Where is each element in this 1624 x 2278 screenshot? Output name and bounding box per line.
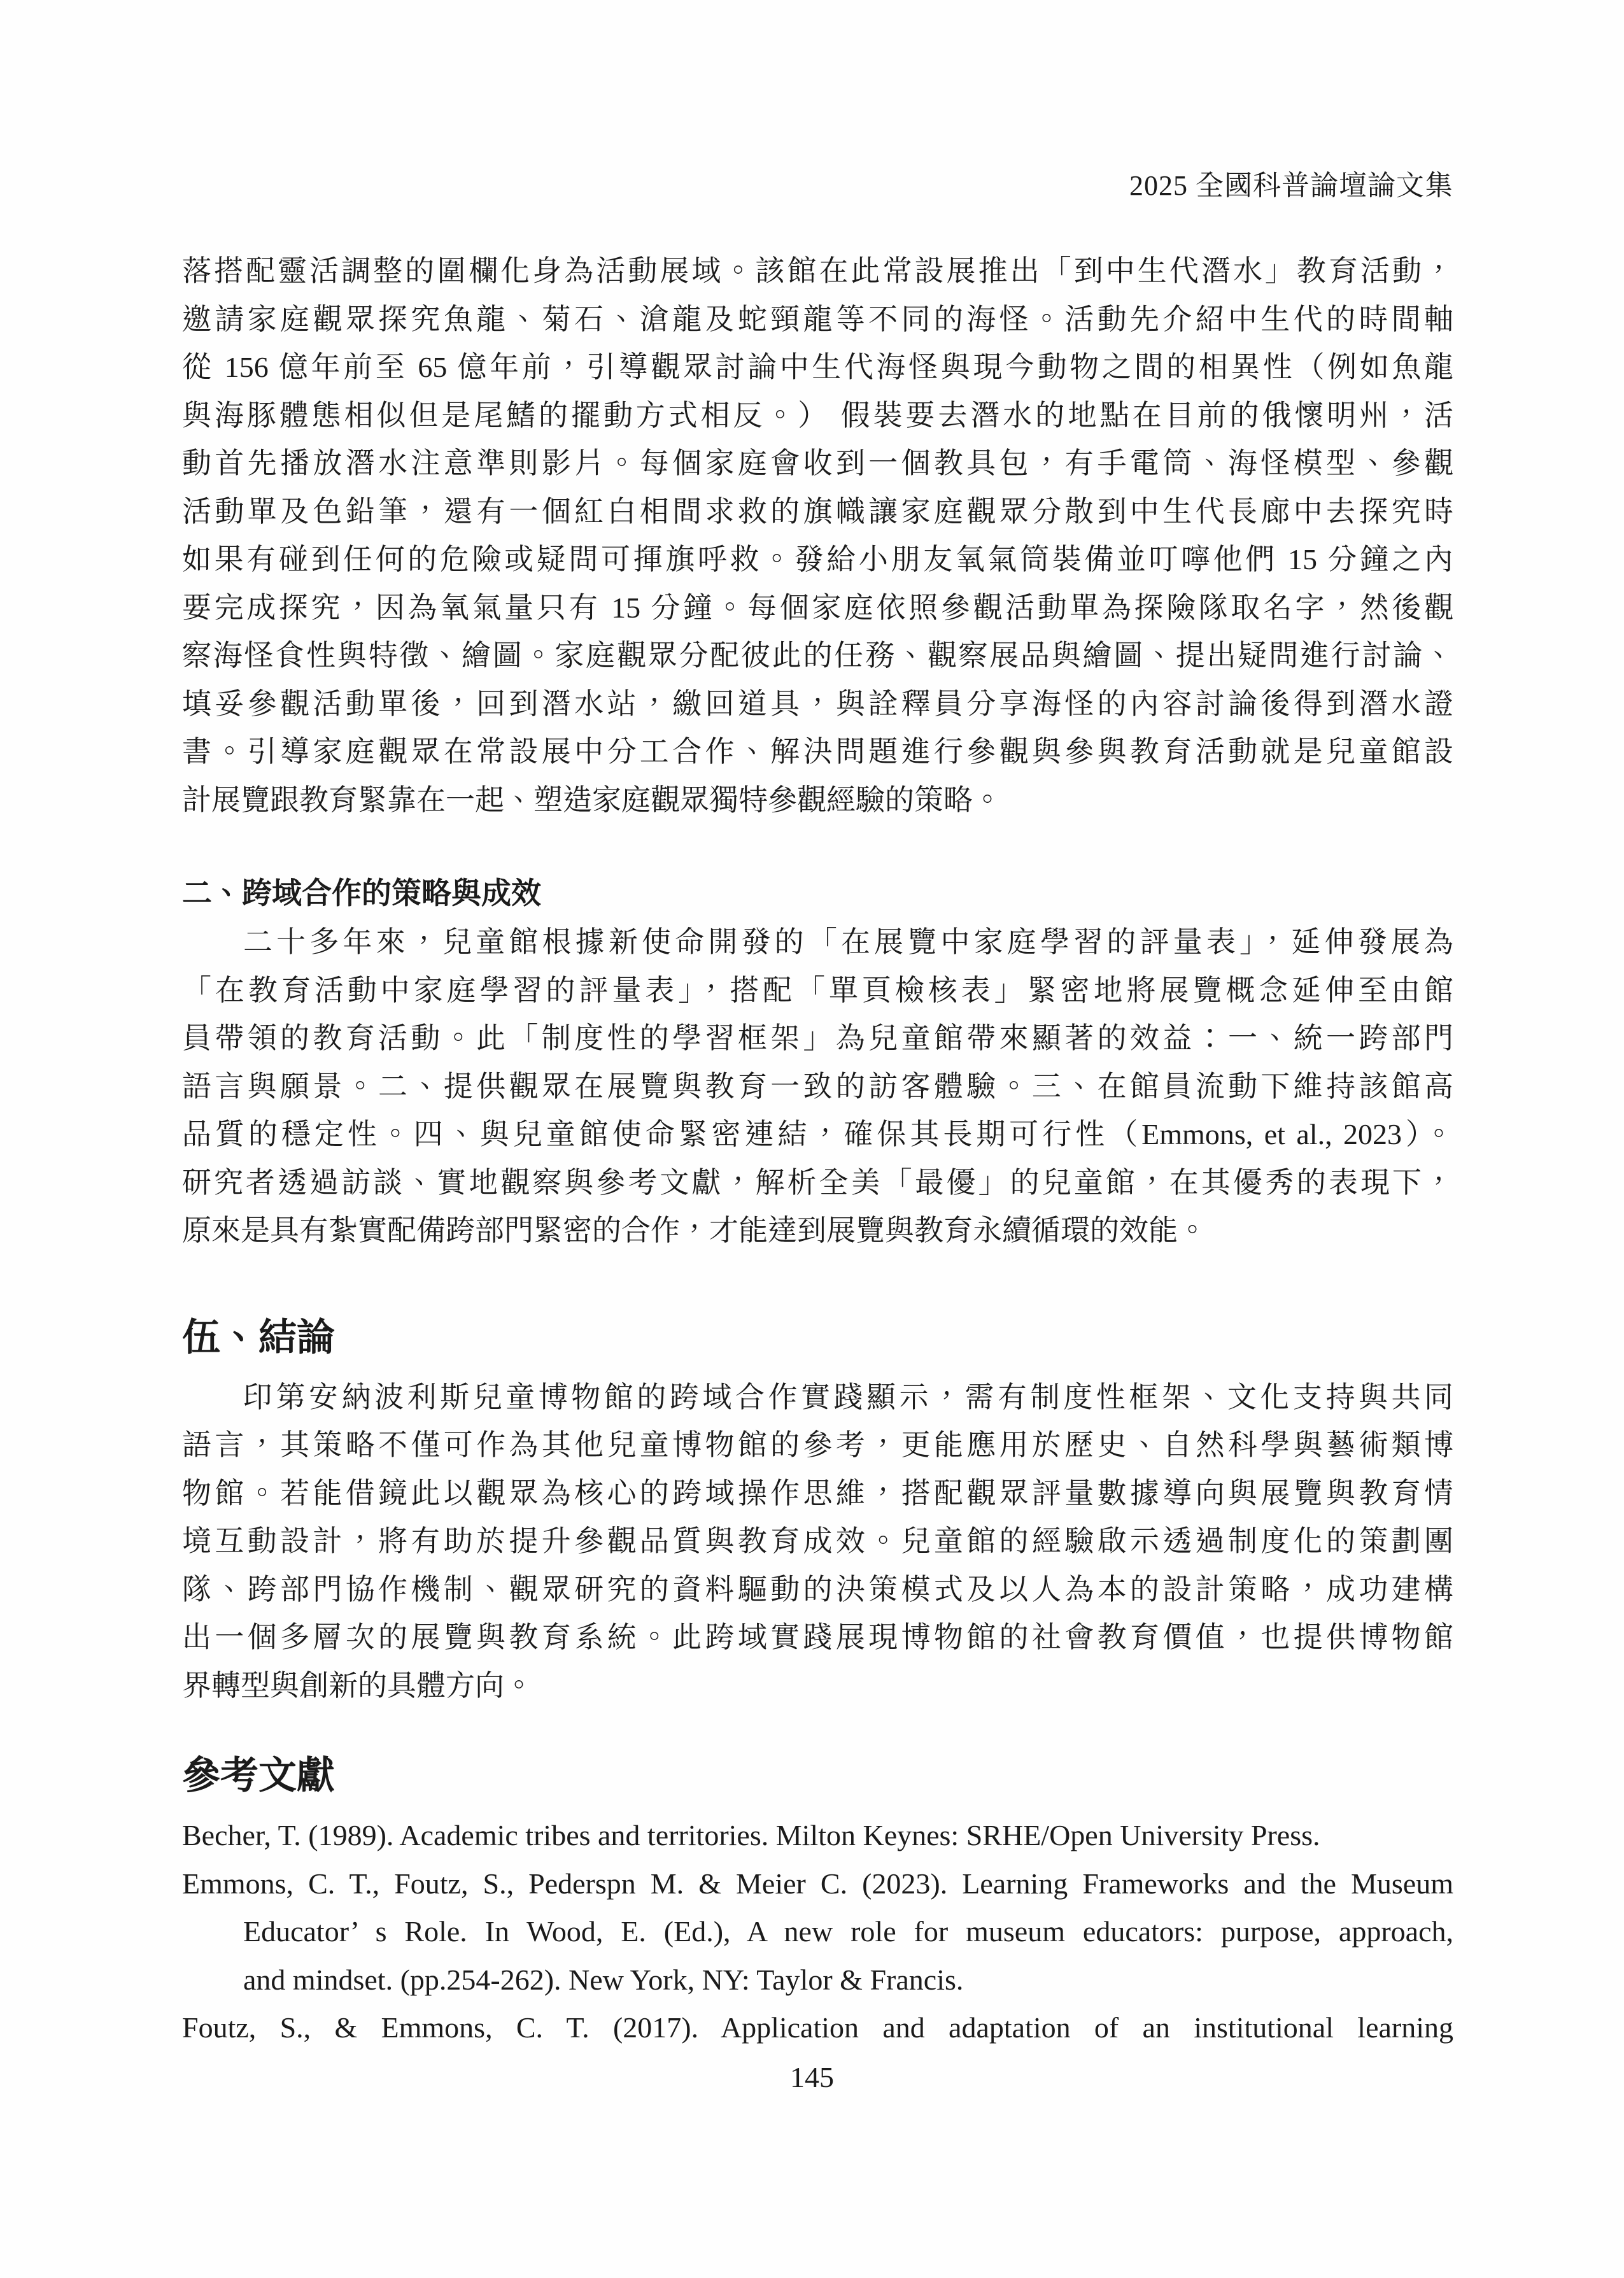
text-line: 界轉型與創新的具體方向。 [182, 1669, 533, 1702]
text-line: 計展覽跟教育緊靠在一起、塑造家庭觀眾獨特參觀經驗的策略。 [182, 783, 1002, 816]
text-line: and mindset. (pp.254-262). New York, NY: Taylor & Francis. [243, 1963, 964, 1996]
text-line: 隊、跨部門協作機制、觀眾研究的資料驅動的決策模式及以人為本的設計策略，成功建構 [182, 1573, 1453, 1606]
section-heading-conclusion: 伍、結論 [182, 1316, 335, 1359]
text-line: 書。引導家庭觀眾在常設展中分工合作、解決問題進行參觀與參與教育活動就是兒童館設 [182, 735, 1453, 768]
paragraph-strategy-effect [182, 918, 1453, 1255]
text-line: 物館。若能借鏡此以觀眾為核心的跨域操作思維，搭配觀眾評量數據導向與展覽與教育情 [182, 1476, 1453, 1510]
text-line: 落搭配靈活調整的圍欄化身為活動展域。該館在此常設展推出「到中生代潛水」教育活動， [182, 255, 1453, 287]
text-line: 語言與願景。二、提供觀眾在展覽與教育一致的訪客體驗。三、在館員流動下維持該館高 [182, 1070, 1453, 1103]
text-line: 研究者透過訪談、實地觀察與參考文獻，解析全美「最優」的兒童館，在其優秀的表現下， [182, 1166, 1453, 1199]
text-line: 邀請家庭觀眾探究魚龍、菊石、滄龍及蛇頸龍等不同的海怪。活動先介紹中生代的時間軸 [182, 302, 1453, 336]
page-number: 145 [790, 2061, 834, 2093]
text-line: 二十多年來，兒童館根據新使命開發的「在展覽中家庭學習的評量表」，延伸發展為 [243, 926, 1453, 958]
text-line: 印第安納波利斯兒童博物館的跨域合作實踐顯示，需有制度性框架、文化支持與共同 [243, 1380, 1453, 1413]
text-line: Foutz, S., & Emmons, C. T. (2017). Application and adaptation of an institutional learning [182, 2011, 1453, 2044]
section-heading-references: 參考文獻 [182, 1755, 335, 1797]
section-heading-strategy: 二、跨域合作的策略與成效 [182, 877, 541, 910]
text-line: 從 156 億年前至 65 億年前，引導觀眾討論中生代海怪與現今動物之間的相異性（例如魚龍 [182, 351, 1453, 383]
page-body [182, 247, 1453, 2052]
reference-entry-becher-1989 [182, 1811, 1453, 1860]
text-line: 品質的穩定性。四、與兒童館使命緊密連結，確保其長期可行性（Emmons, et al., 2023）。 [182, 1118, 1453, 1150]
paragraph-activity-description [182, 247, 1453, 824]
text-line: 「在教育活動中家庭學習的評量表」，搭配「單頁檢核表」緊密地將展覽概念延伸至由館 [182, 973, 1453, 1007]
text-line: 境互動設計，將有助於提升參觀品質與教育成效。兒童館的經驗啟示透過制度化的策劃團 [182, 1525, 1453, 1557]
text-line: 語言，其策略不僅可作為其他兒童博物館的參考，更能應用於歷史、自然科學與藝術類博 [182, 1429, 1453, 1461]
reference-entry-emmons-2023 [182, 1860, 1453, 2004]
text-line: Emmons, C. T., Foutz, S., Pederspn M. & Meier C. (2023). Learning Frameworks and the Museum [182, 1867, 1453, 1900]
reference-entry-foutz-2017 [182, 2004, 1453, 2052]
running-header: 2025 全國科普論壇論文集 [1129, 170, 1453, 201]
text-line: 動首先播放潛水注意準則影片。每個家庭會收到一個教具包，有手電筒、海怪模型、參觀 [182, 447, 1453, 479]
text-line: 填妥參觀活動單後，回到潛水站，繳回道具，與詮釋員分享海怪的內容討論後得到潛水證 [182, 687, 1453, 720]
text-line: Becher, T. (1989). Academic tribes and territories. Milton Keynes: SRHE/Open University Press. [182, 1819, 1320, 1851]
paragraph-conclusion [182, 1373, 1453, 1710]
text-line: 如果有碰到任何的危險或疑問可揮旗呼救。發給小朋友氧氣筒裝備並叮嚀他們 15 分鐘之內 [182, 543, 1453, 576]
text-line: 員帶領的教育活動。此「制度性的學習框架」為兒童館帶來顯著的效益：一、統一跨部門 [182, 1022, 1453, 1054]
text-line: 察海怪食性與特徵、繪圖。家庭觀眾分配彼此的任務、觀察展品與繪圖、提出疑問進行討論、 [182, 639, 1453, 672]
text-line: 原來是具有紮實配備跨部門緊密的合作，才能達到展覽與教育永續循環的效能。 [182, 1214, 1207, 1247]
text-line: Educator’ s Role. In Wood, E. (Ed.), A new role for museum educators: purpose, approach, [243, 1915, 1453, 1948]
reference-list [182, 1811, 1453, 2052]
text-line: 要完成探究，因為氧氣量只有 15 分鐘。每個家庭依照參觀活動單為探險隊取名字，然後觀 [182, 591, 1453, 624]
text-line: 出一個多層次的展覽與教育系統。此跨域實踐展現博物館的社會教育價值，也提供博物館 [182, 1621, 1453, 1653]
text-line: 與海豚體態相似但是尾鰭的擺動方式相反。） 假裝要去潛水的地點在目前的俄懷明州，活 [182, 399, 1453, 432]
text-line: 活動單及色鉛筆，還有一個紅白相間求救的旗幟讓家庭觀眾分散到中生代長廊中去探究時 [182, 495, 1453, 528]
